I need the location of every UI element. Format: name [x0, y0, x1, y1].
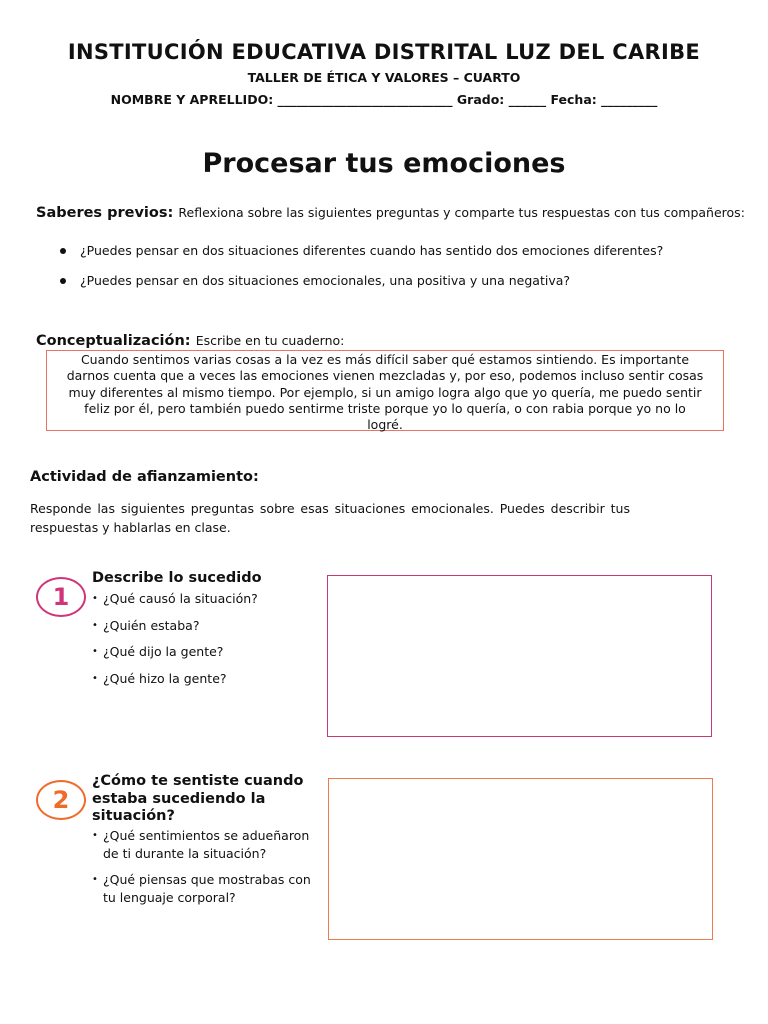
saberes-previos-section — [36, 203, 746, 222]
list-item: • ¿Qué hizo la gente? — [92, 670, 312, 688]
list-item: • ¿Qué piensas que mostrabas con tu lenguaje corporal? — [92, 871, 322, 907]
question-number-badge: 2 — [36, 780, 86, 820]
student-info-line: NOMBRE Y APRELLIDO: ____________________________ Grado: ______ Fecha: _________ — [110, 92, 658, 107]
list-item: • ¿Qué causó la situación? — [92, 590, 312, 608]
list-item: ¿Puedes pensar en dos situaciones emocionales, una positiva y una negativa? — [58, 272, 758, 289]
institution-title: INSTITUCIÓN EDUCATIVA DISTRITAL LUZ DEL CARIBE — [67, 40, 701, 64]
saberes-previos-list — [58, 242, 758, 302]
page-title: Procesar tus emociones — [202, 148, 566, 179]
question-title: ¿Cómo te sentiste cuando estaba sucediendo la situación? — [92, 773, 304, 824]
saberes-previos-label: Saberes previos: — [36, 205, 174, 221]
workshop-subtitle: TALLER DE ÉTICA Y VALORES – CUARTO — [247, 70, 521, 85]
list-item: ¿Puedes pensar en dos situaciones diferentes cuando has sentido dos emociones diferentes? — [58, 242, 758, 259]
list-item: • ¿Qué sentimientos se adueñaron de ti durante la situación? — [92, 827, 322, 863]
list-item: • ¿Quién estaba? — [92, 617, 312, 635]
question-title: Describe lo sucedido — [92, 570, 262, 586]
concept-text-box: Cuando sentimos varias cosas a la vez es más difícil saber qué estamos sintiendo. Es importante darnos cuenta que a veces las emociones vienen mezcladas y, por eso, podemos incluso sentir cosas muy diferentes al mismo tiempo. Por ejemplo, si un amigo logra algo que yo quería, me puedo sentir feliz por él, pero también puedo sentirme triste porque yo lo quería, o con rabia porque yo no lo logré. — [46, 350, 724, 431]
question-number-badge: 1 — [36, 577, 86, 617]
conceptualizacion-label: Conceptualización: — [36, 333, 191, 349]
activity-instructions: Responde las siguientes preguntas sobre esas situaciones emocionales. Puedes describir tus respuestas y hablarlas en clase. — [30, 501, 630, 535]
answer-box-1[interactable] — [327, 575, 712, 737]
conceptualizacion-text: Escribe en tu cuaderno: — [195, 333, 345, 348]
answer-box-2[interactable] — [328, 778, 713, 940]
saberes-previos-text: Reflexiona sobre las siguientes preguntas y comparte tus respuestas con tus compañeros: — [178, 205, 745, 220]
question-items — [92, 590, 312, 696]
conceptualizacion-section — [36, 330, 344, 349]
activity-heading: Actividad de afianzamiento: — [30, 469, 259, 485]
question-items — [92, 827, 322, 915]
list-item: • ¿Qué dijo la gente? — [92, 643, 312, 661]
